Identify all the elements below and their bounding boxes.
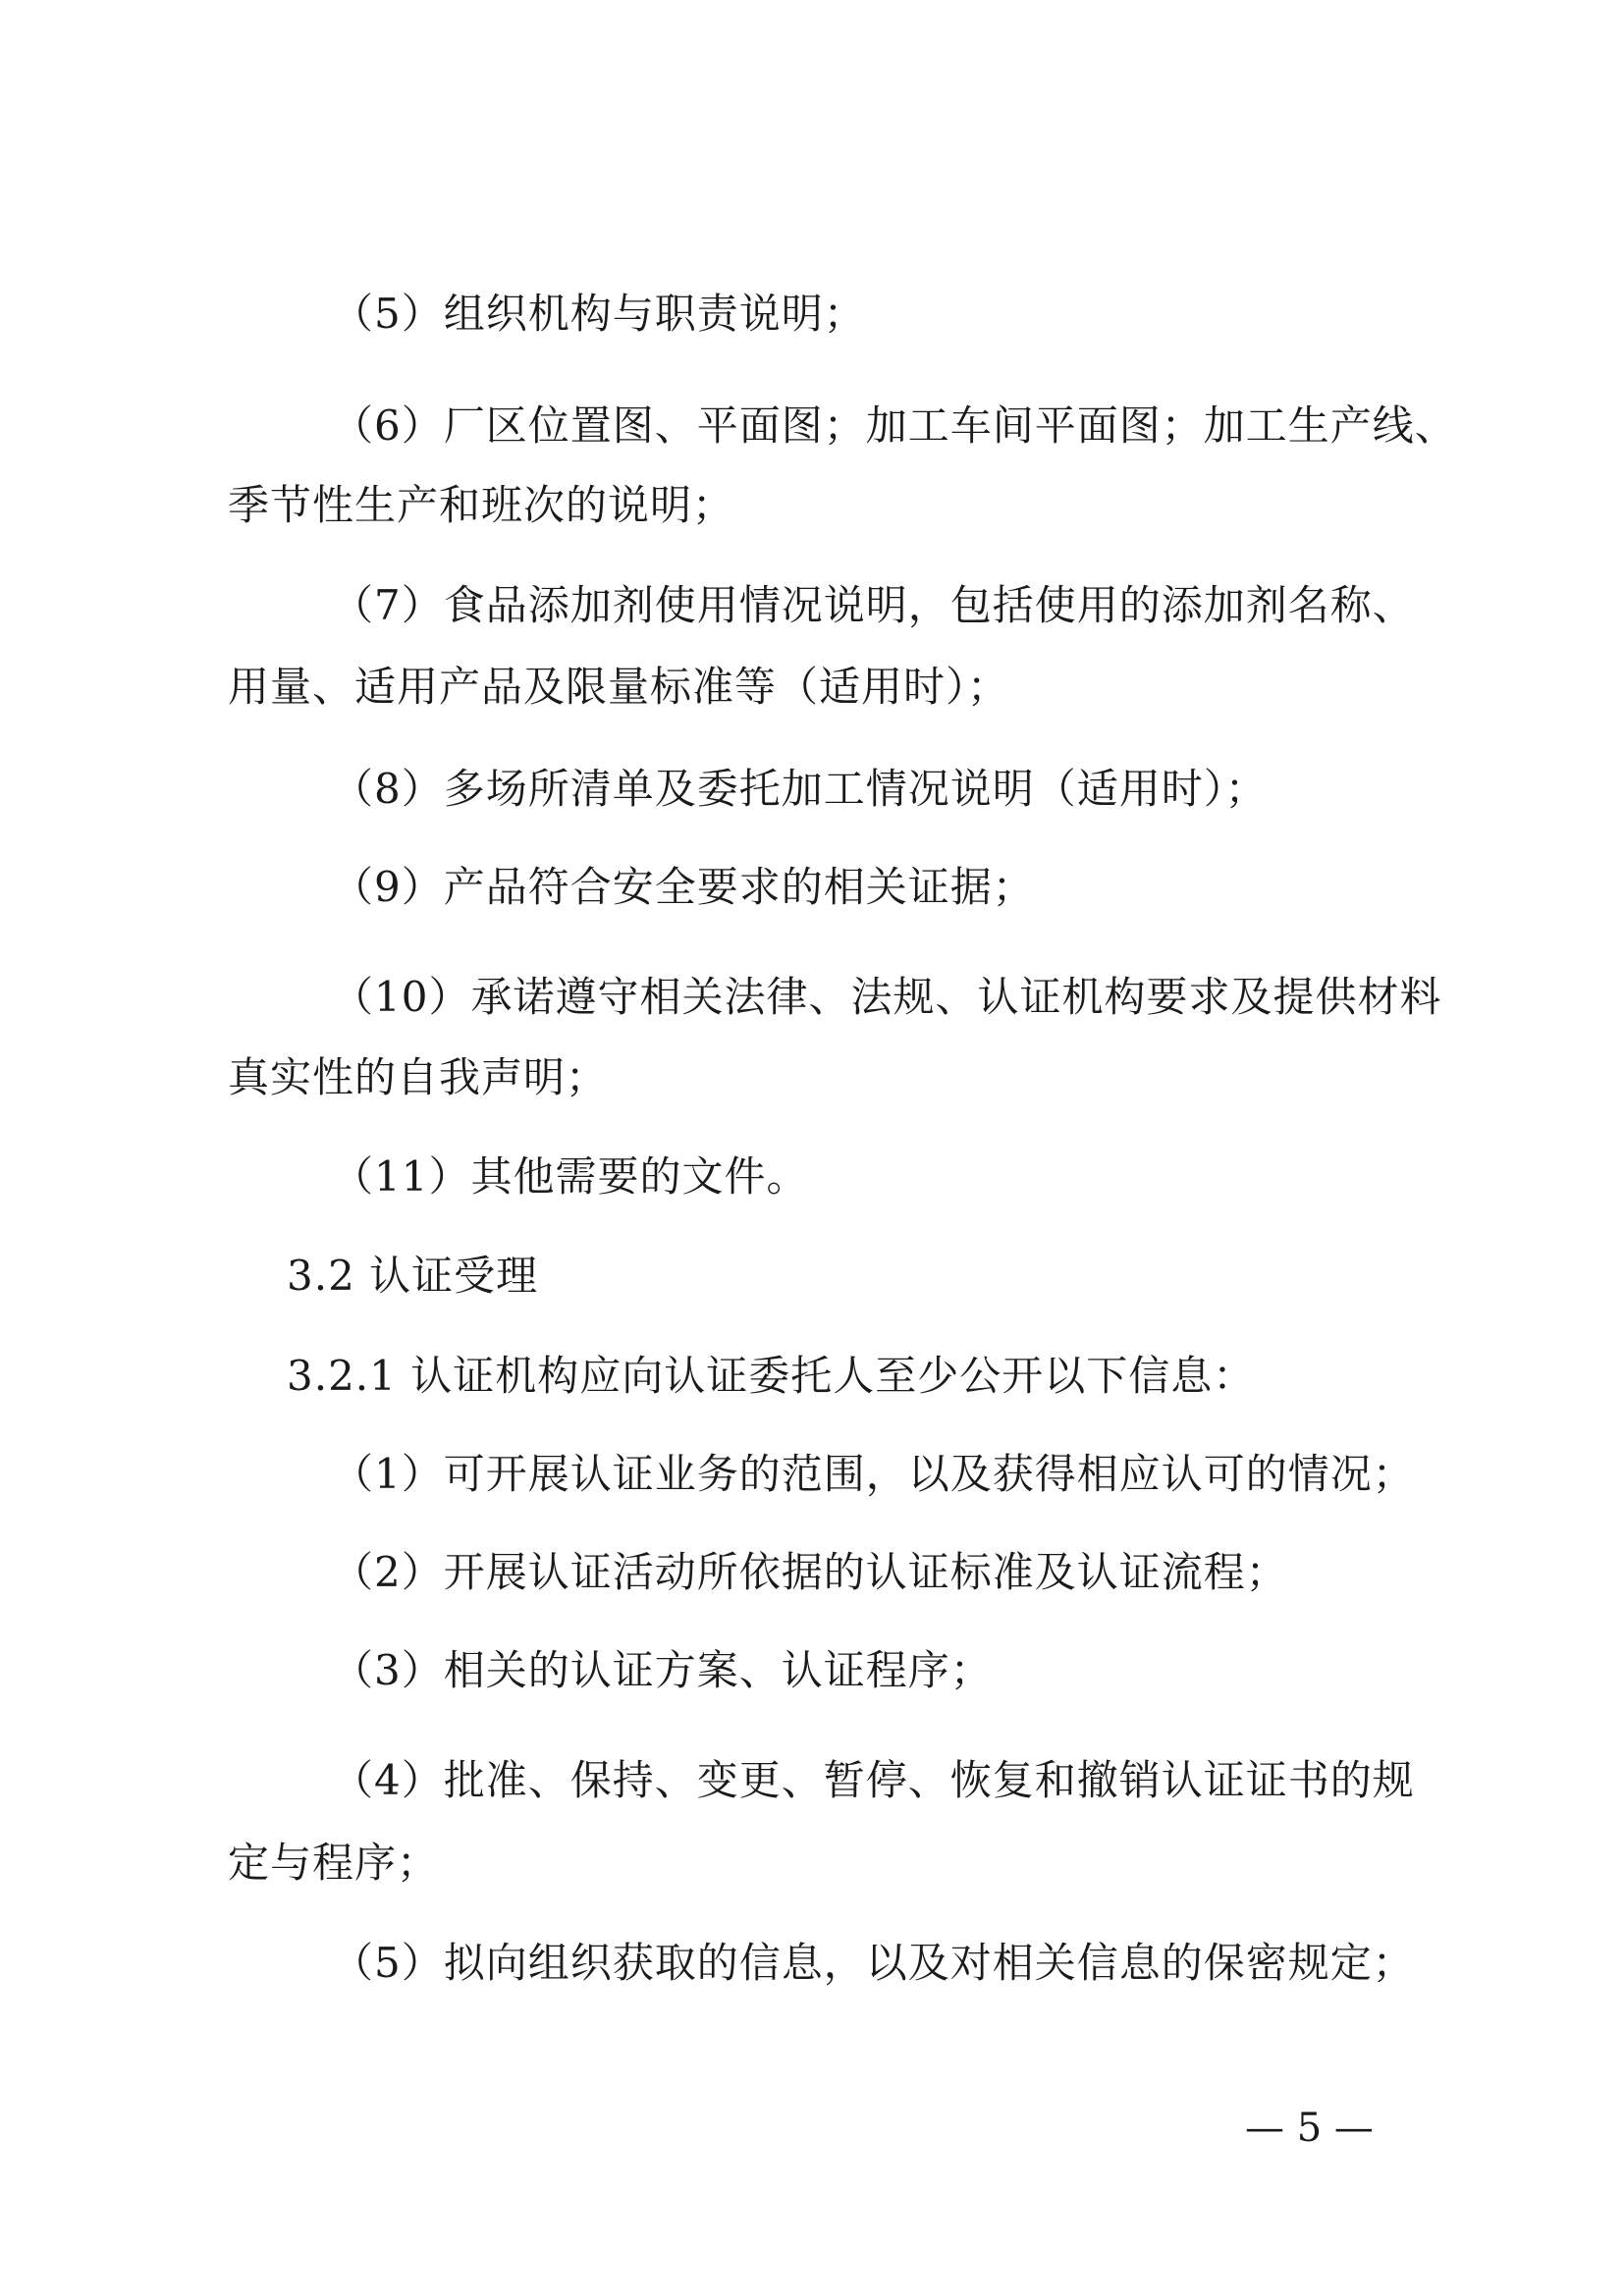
list-item-6-continuation: 季节性生产和班次的说明； xyxy=(228,481,735,529)
page-number: — 5 — xyxy=(1245,2106,1374,2151)
info-item-3: （3）相关的认证方案、认证程序； xyxy=(332,1646,993,1694)
list-item-11: （11）其他需要的文件。 xyxy=(332,1152,809,1201)
list-item-10: （10）承诺遵守相关法律、法规、认证机构要求及提供材料 xyxy=(332,973,1442,1021)
list-item-7: （7）食品添加剂使用情况说明，包括使用的添加剂名称、 xyxy=(332,581,1415,629)
list-item-10-continuation: 真实性的自我声明； xyxy=(228,1053,609,1101)
list-item-6: （6）厂区位置图、平面图；加工车间平面图；加工生产线、 xyxy=(332,401,1457,450)
list-item-9: （9）产品符合安全要求的相关证据； xyxy=(332,863,1035,911)
info-item-4-continuation: 定与程序； xyxy=(228,1839,440,1887)
clause-3-2-1: 3.2.1 认证机构应向认证委托人至少公开以下信息： xyxy=(287,1352,1256,1400)
info-item-2: （2）开展认证活动所依据的认证标准及认证流程； xyxy=(332,1548,1288,1596)
list-item-8: （8）多场所清单及委托加工情况说明（适用时）； xyxy=(332,765,1268,813)
info-item-1: （1）可开展认证业务的范围，以及获得相应认可的情况； xyxy=(332,1450,1415,1498)
section-heading-3-2: 3.2 认证受理 xyxy=(287,1252,539,1300)
list-item-7-continuation: 用量、适用产品及限量标准等（适用时）； xyxy=(228,663,1010,711)
info-item-4: （4）批准、保持、变更、暂停、恢复和撤销认证证书的规 xyxy=(332,1756,1415,1804)
info-item-5: （5）拟向组织获取的信息，以及对相关信息的保密规定； xyxy=(332,1939,1415,1987)
list-item-5: （5）组织机构与职责说明； xyxy=(332,290,866,338)
